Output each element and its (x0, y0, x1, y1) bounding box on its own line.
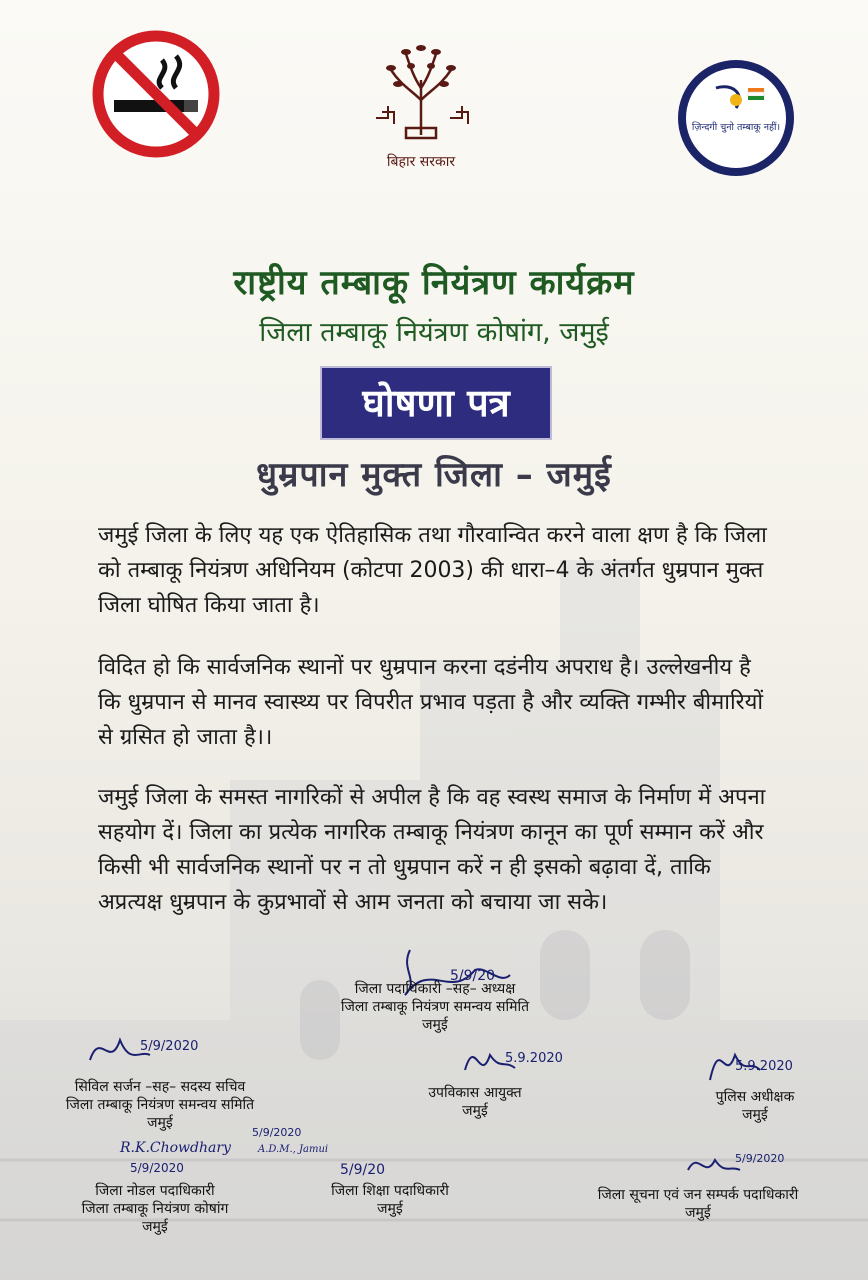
paragraph-offence: विदित हो कि सार्वजनिक स्थानों पर धुम्रपान करना दडंनीय अपराध है। उल्लेखनीय है कि धुम्रपान से मानव स्वास्थ्य पर विपरीत प्रभाव पड़ता है और व्यक्ति गम्भीर बीमारियों से ग्रसित हो जाता है।। (98, 655, 764, 750)
signatory-deo (300, 1182, 480, 1218)
dpro-place: जमुई (685, 1205, 711, 1221)
sp-signature-icon (690, 1030, 840, 1090)
signatory-civil-surgeon (20, 1078, 300, 1132)
cs-place: जमुई (147, 1115, 173, 1131)
nodal-place: जमुई (142, 1219, 168, 1235)
zindagi-chuno-logo (676, 58, 796, 178)
paragraph-appeal: जमुई जिला के समस्त नागरिकों से अपील है कि वह स्वस्थ समाज के निर्माण में अपना सहयोग दें। जिला का प्रत्येक नागरिक तम्बाकू नियंत्रण कानून का पूर्ण सम्मान करें और किसी भी सार्वजनिक स्थानों पर न तो धुम्रपान करें न ही इसको बढ़ावा दें, ताकि अप्रत्यक्ष धुम्रपान के कुप्रभावों से आम जनता को बचाया जा सके। (98, 785, 766, 915)
deo-sign-date: 5/9/20 (340, 1162, 386, 1178)
ddc-place: जमुई (462, 1103, 488, 1119)
dpro-signature-icon (680, 1140, 790, 1190)
paragraph-declaration: जमुई जिला के लिए यह एक ऐतिहासिक तथा गौरवान्वित करने वाला क्षण है कि जिला को तम्बाकू नियंत्रण अधिनियम (कोटपा 2003) की धारा–4 के अंतर्गत धुम्रपान मुक्त जिला घोषित किया जाता है। (98, 523, 767, 618)
nodal-sign-date: 5/9/2020 (130, 1161, 184, 1175)
cs-designation: सिविल सर्जन –सह– सदस्य सचिव (74, 1079, 246, 1095)
civil-surgeon-signature-icon (80, 1020, 240, 1080)
nodal-cell: जिला तम्बाकू नियंत्रण कोषांग (81, 1201, 229, 1217)
sp-designation: पुलिस अधीक्षक (715, 1089, 795, 1105)
deo-designation: जिला शिक्षा पदाधिकारी (331, 1183, 449, 1199)
ddc-sign-date: 5.9.2020 (505, 1051, 563, 1066)
zindagi-chuno-text: ज़िन्दगी चुनो तम्बाकू नहीं। (691, 122, 781, 133)
sp-place: जमुई (742, 1107, 768, 1123)
dpro-designation: जिला सूचना एवं जन सम्पर्क पदाधिकारी (597, 1187, 799, 1203)
cell-title: जिला तम्बाकू नियंत्रण कोषांग, जमुई (259, 317, 609, 348)
signatory-dm (300, 980, 570, 1034)
sp-sign-date: 5.9.2020 (735, 1059, 793, 1074)
signatory-ddc (400, 1084, 550, 1120)
signatory-sp (690, 1088, 820, 1124)
nodal-designation: जिला नोडल पदाधिकारी (95, 1183, 215, 1199)
no-smoking-icon (92, 30, 220, 158)
adm-sign-date: 5/9/2020 (252, 1126, 302, 1139)
declaration-banner: घोषणा पत्र (322, 368, 550, 438)
nodal-sign-name: R.K.Chowdhary (120, 1140, 231, 1156)
bihar-sarkar-label: बिहार सरकार (386, 154, 456, 170)
bodhi-tree-emblem-icon (366, 40, 476, 150)
smoke-free-district-title: धुम्रपान मुक्त जिला – जमुई (256, 455, 612, 495)
ddc-signature-icon (455, 1030, 595, 1090)
signatory-nodal-officer (40, 1182, 270, 1236)
cs-sign-date: 5/9/2020 (140, 1039, 199, 1054)
cs-committee: जिला तम्बाकू नियंत्रण समन्वय समिति (65, 1097, 255, 1113)
program-title: राष्ट्रीय तम्बाकू नियंत्रण कार्यक्रम (233, 263, 635, 303)
dm-committee: जिला तम्बाकू नियंत्रण समन्वय समिति (340, 999, 530, 1015)
dm-sign-date: 5/9/20 (450, 968, 496, 984)
signatory-dpro (548, 1186, 848, 1222)
deo-place: जमुई (377, 1201, 403, 1217)
adm-sign-name: A.D.M., Jamui (258, 1144, 329, 1155)
ddc-designation: उपविकास आयुक्त (428, 1085, 522, 1101)
dpro-sign-date: 5/9/2020 (735, 1152, 785, 1165)
dm-designation: जिला पदाधिकारी –सह– अध्यक्ष (354, 981, 516, 997)
nodal-signature-icon (110, 1132, 240, 1182)
bihar-government-logo (366, 40, 476, 180)
dm-place: जमुई (422, 1017, 448, 1033)
